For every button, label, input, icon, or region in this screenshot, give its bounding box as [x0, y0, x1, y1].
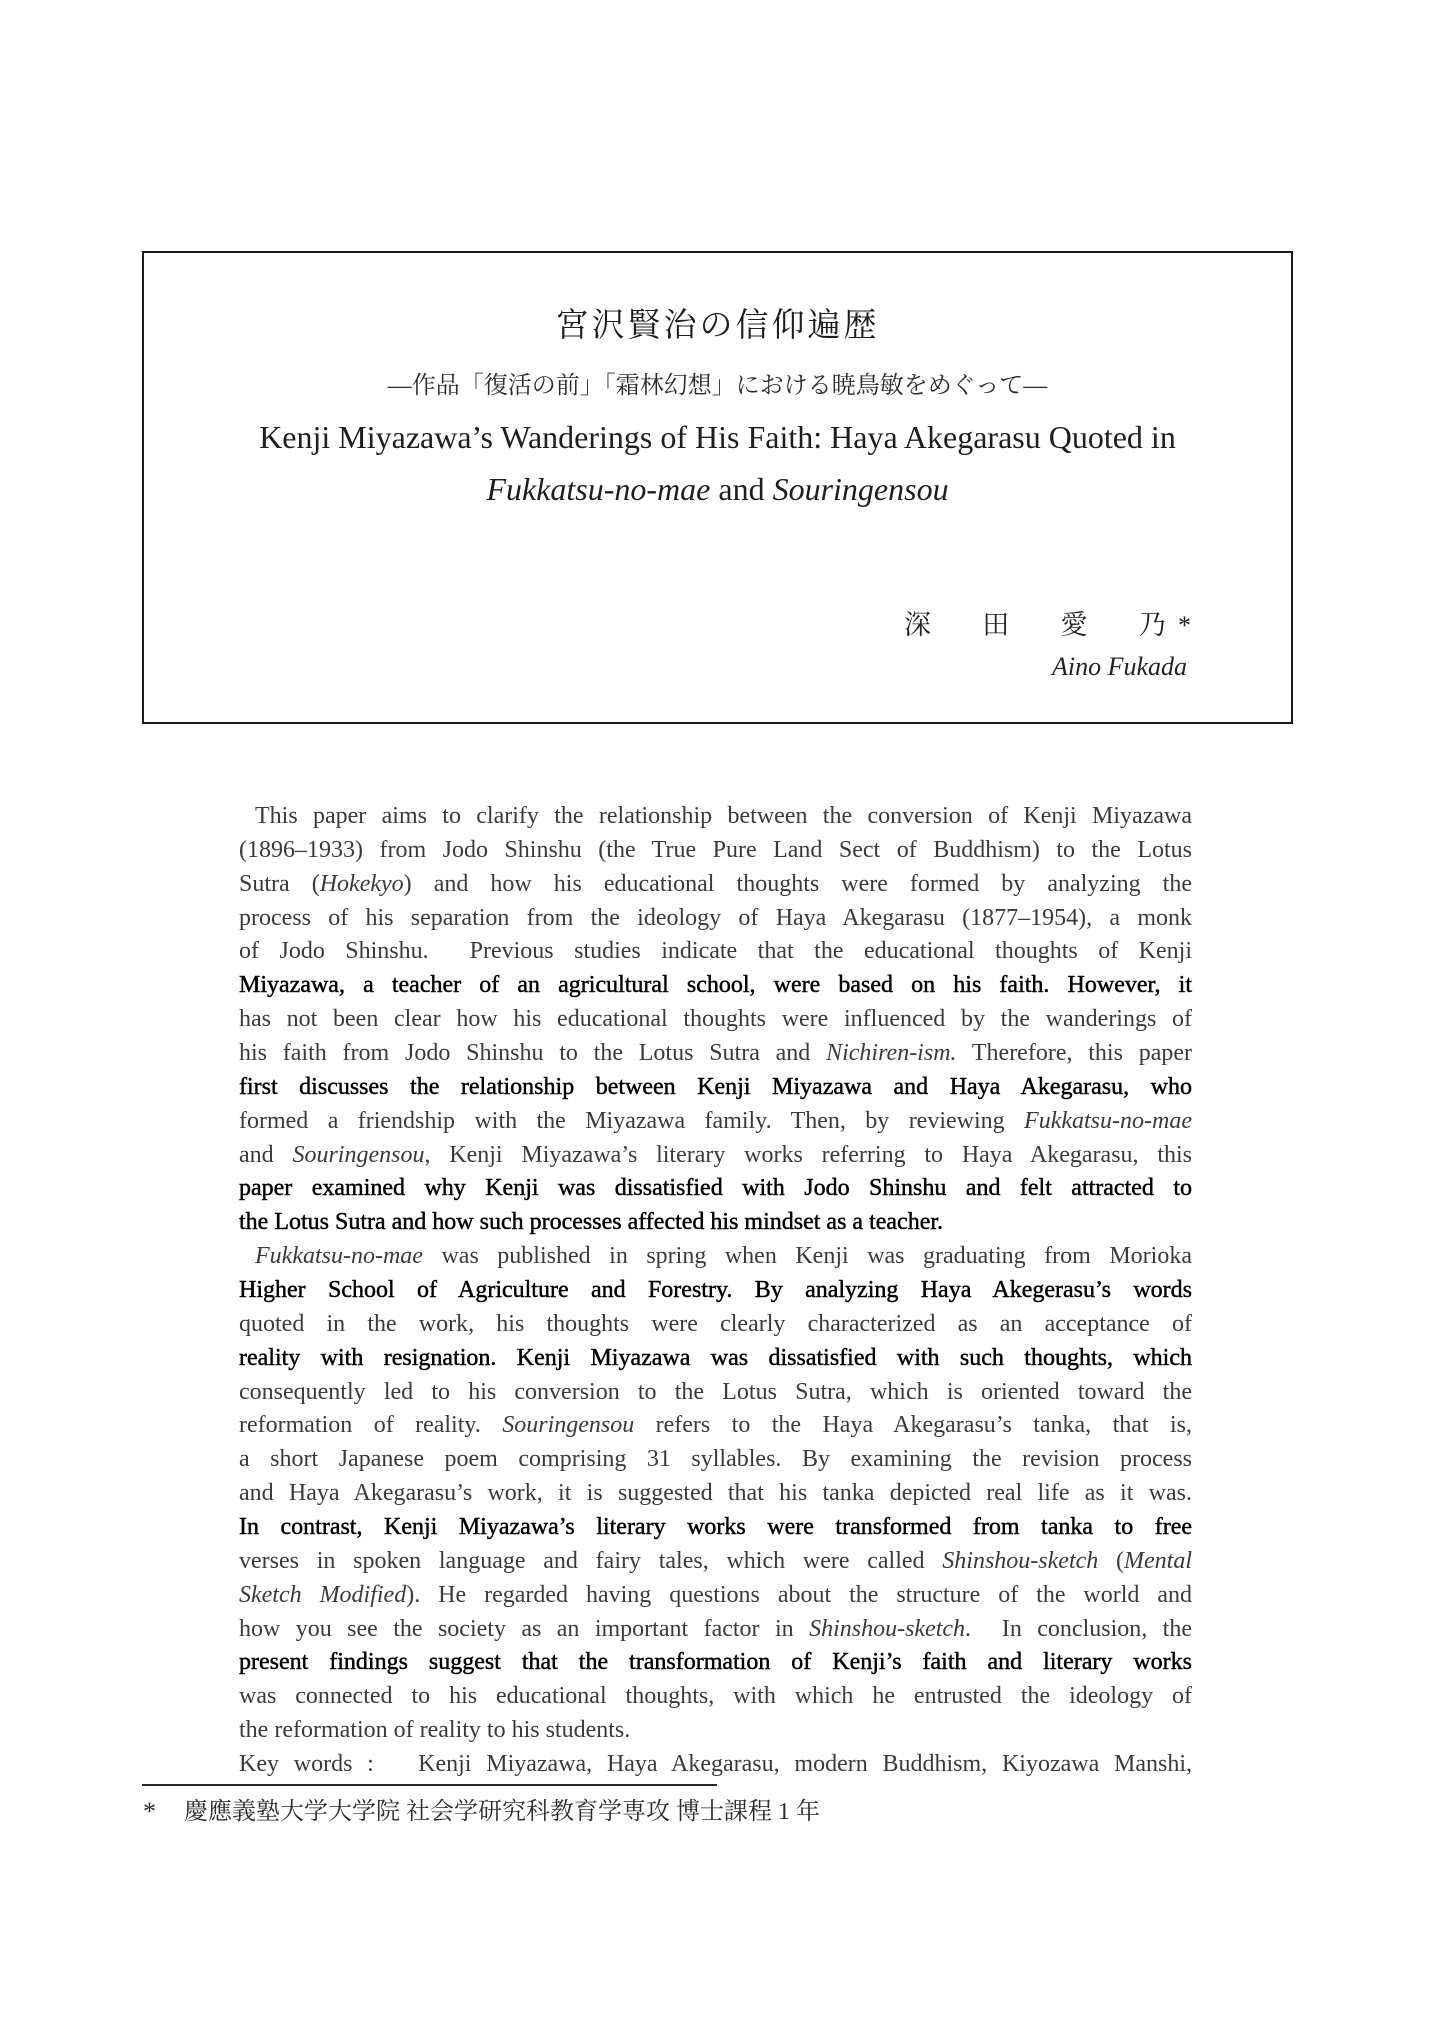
abstract-line: the Lotus Sutra and how such processes affected his mindset as a teacher. — [239, 1209, 944, 1236]
abstract-line: Key words : Kenji Miyazawa, Haya Akegarasu, modern Buddhism, Kiyozawa Manshi, — [239, 1751, 1192, 1778]
abstract-line: and Haya Akegarasu’s work, it is suggested that his tanka depicted real life as it was. — [239, 1480, 1192, 1507]
abstract-line: Miyazawa, a teacher of an agricultural school, were based on his faith. However, it — [239, 972, 1192, 999]
author-name-japanese: 深 田 愛 乃* — [903, 610, 1191, 640]
footnote-text: 慶應義塾大学大学院 社会学研究科教育学専攻 博士課程 1 年 — [184, 1799, 820, 1825]
author-block — [904, 603, 1191, 682]
abstract-line: Higher School of Agriculture and Forestry. By analyzing Haya Akegerasu’s words — [239, 1277, 1192, 1304]
abstract-line: his faith from Jodo Shinshu to the Lotus Sutra and Nichiren-ism. Therefore, this paper — [239, 1040, 1192, 1067]
abstract-line: how you see the society as an important factor in Shinshou-sketch. In conclusion, the — [239, 1615, 1192, 1642]
abstract — [239, 800, 1192, 1782]
abstract-line: and Souringensou, Kenji Miyazawa’s literary works referring to Haya Akegarasu, this — [239, 1141, 1193, 1168]
abstract-line: formed a friendship with the Miyazawa family. Then, by reviewing Fukkatsu-no-mae — [239, 1107, 1192, 1134]
abstract-line: Sketch Modified). He regarded having questions about the structure of the world and — [239, 1581, 1192, 1608]
japanese-subtitle: ―作品「復活の前」「霜林幻想」における暁鳥敏をめぐって― — [387, 373, 1048, 399]
abstract-line: present findings suggest that the transformation of Kenji’s faith and literary works — [239, 1649, 1192, 1676]
abstract-line: This paper aims to clarify the relationship between the conversion of Kenji Miyazawa — [255, 803, 1192, 829]
abstract-line: In contrast, Kenji Miyazawa’s literary works were transformed from tanka to free — [239, 1514, 1192, 1541]
abstract-line: was connected to his educational thoughts, with which he entrusted the ideology of — [239, 1683, 1192, 1710]
footnote — [143, 1795, 820, 1829]
abstract-line: has not been clear how his educational thoughts were influenced by the wanderings of — [239, 1006, 1192, 1033]
abstract-line: a short Japanese poem comprising 31 syllables. By examining the revision process — [239, 1446, 1192, 1473]
abstract-line: consequently led to his conversion to the Lotus Sutra, which is oriented toward the — [239, 1378, 1192, 1405]
abstract-line: verses in spoken language and fairy tales, which were called Shinshou-sketch (Mental — [239, 1547, 1192, 1574]
author-asterisk: * — [1178, 611, 1191, 640]
abstract-line: reality with resignation. Kenji Miyazawa was dissatisfied with such thoughts, which — [239, 1344, 1192, 1371]
abstract-line: quoted in the work, his thoughts were clearly characterized as an acceptance of — [239, 1310, 1192, 1337]
abstract-line: the reformation of reality to his students. — [239, 1717, 631, 1744]
abstract-line: Fukkatsu-no-mae was published in spring when Kenji was graduating from Morioka — [255, 1243, 1192, 1270]
footnote-asterisk: * — [143, 1797, 156, 1826]
abstract-line: first discusses the relationship between Kenji Miyazawa and Haya Akegarasu, who — [239, 1073, 1192, 1100]
english-title-line1: Kenji Miyazawa’s Wanderings of His Faith: Haya Akegarasu Quoted in — [259, 419, 1176, 455]
abstract-line: of Jodo Shinshu. Previous studies indicate that the educational thoughts of Kenji — [239, 938, 1192, 965]
abstract-line: Sutra (Hokekyo) and how his educational thoughts were formed by analyzing the — [239, 870, 1193, 897]
english-title-line2: Fukkatsu-no-mae and Souringensou — [486, 471, 949, 507]
title-box — [142, 251, 1293, 724]
abstract-line: paper examined why Kenji was dissatisfied with Jodo Shinshu and felt attracted to — [239, 1175, 1192, 1202]
author-name-roman: Aino Fukada — [1051, 652, 1187, 681]
footnote-rule — [142, 1784, 717, 1786]
abstract-line: process of his separation from the ideology of Haya Akegarasu (1877–1954), a monk — [239, 904, 1192, 931]
japanese-title: 宮沢賢治の信仰遍歴 — [555, 308, 880, 344]
abstract-line: reformation of reality. Souringensou refers to the Haya Akegarasu’s tanka, that is, — [239, 1412, 1192, 1439]
abstract-line: (1896–1933) from Jodo Shinshu (the True Pure Land Sect of Buddhism) to the Lotus — [239, 836, 1192, 863]
